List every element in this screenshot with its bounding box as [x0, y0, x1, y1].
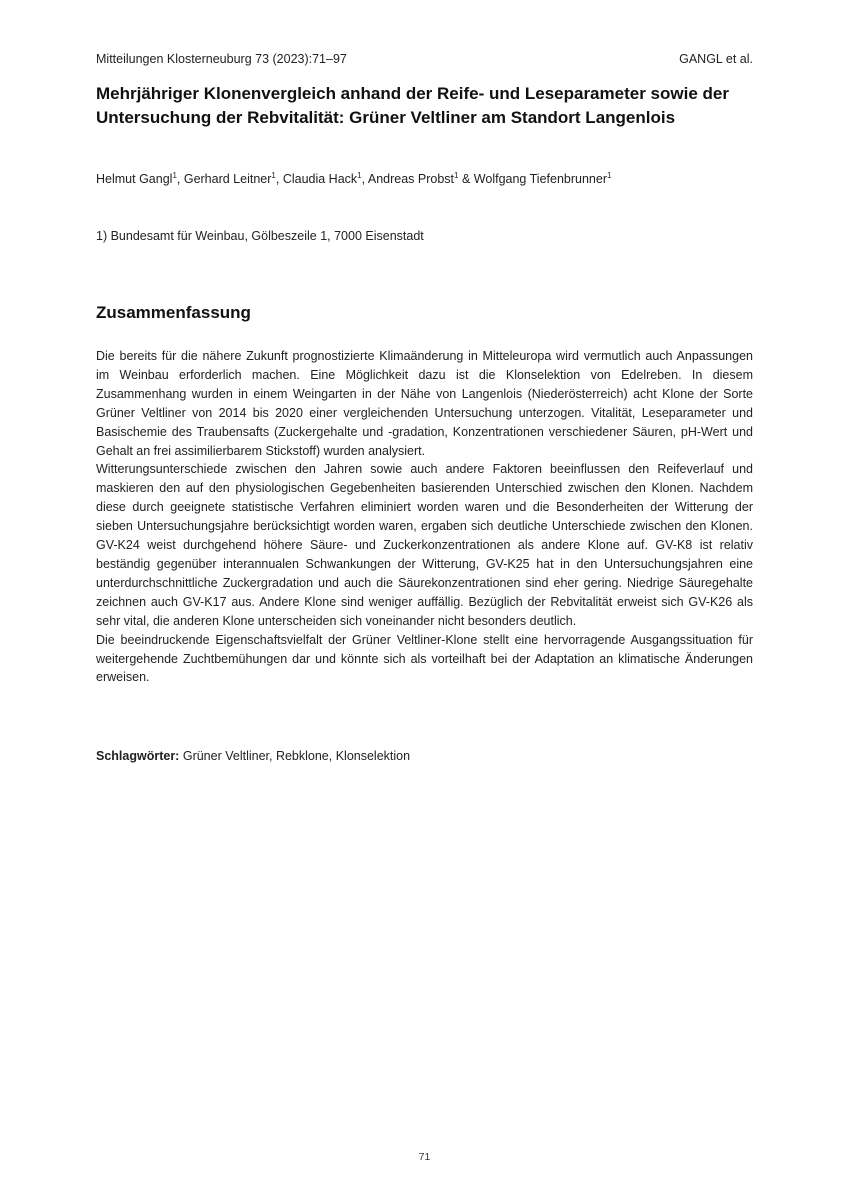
author-affiliation-mark: 1 [172, 170, 177, 180]
abstract-paragraph: Witterungsunterschiede zwischen den Jahren sowie auch andere Faktoren beeinflussen den Reifeverlauf und maskieren den auf den physiologischen Gegebenheiten basierenden Unterschied zwischen den Klonen. Nachdem diese durch geeignete statistische Verfahren eliminiert worden waren und die Besonderheiten der Witterung der sieben Untersuchungsjahre berücksichtigt worden waren, ergaben sich deutliche Unterschiede zwischen den Klonen. GV-K24 weist durchgehend höhere Säure- und Zuckerkonzentrationen als andere Klone auf. GV-K8 ist relativ beständig gegenüber interannualen Schwankungen der Witterung, GV-K25 hat in den Untersuchungsjahren eine unterdurchschnittliche Zuckergradation und auch die Säurekonzentrationen sind eher gering. Niedrige Säuregehalte zeichnen auch GV-K17 aus. Andere Klone sind weniger auffällig. Bezüglich der Rebvitalität erweist sich GV-K26 als sehr vital, die anderen Klone unterscheiden sich voneinander nicht besonders deutlich. [96, 462, 753, 628]
author [184, 172, 283, 186]
author [283, 172, 368, 186]
author-name: Claudia Hack [282, 172, 358, 186]
author-name: Helmut Gangl [96, 172, 173, 186]
page-number: 71 [418, 1151, 431, 1163]
abstract-heading: Zusammenfassung [96, 303, 251, 322]
author [96, 172, 184, 186]
author [368, 172, 474, 186]
author-name: Gerhard Leitner [183, 172, 272, 186]
author-affiliation-mark: 1 [454, 170, 459, 180]
journal-citation: Mitteilungen Klosterneuburg 73 (2023):71–97 [96, 52, 347, 66]
keywords-list: Grüner Veltliner, Rebklone, Klonselektion [182, 749, 411, 763]
keywords [96, 749, 753, 763]
running-authors: GANGL et al. [679, 52, 753, 66]
author-separator: , [361, 172, 368, 186]
author-separator: & [458, 172, 474, 186]
author [474, 172, 612, 186]
abstract-body [96, 347, 753, 687]
author-list [96, 172, 756, 186]
affiliation: 1) Bundesamt für Weinbau, Gölbeszeile 1, 7000 Eisenstadt [96, 229, 424, 243]
author-affiliation-mark: 1 [607, 170, 612, 180]
author-separator: , [275, 172, 283, 186]
author-separator: , [176, 172, 184, 186]
author-affiliation-mark: 1 [271, 170, 276, 180]
running-head [96, 52, 753, 66]
abstract-paragraph: Die beeindruckende Eigenschaftsvielfalt der Grüner Veltliner-Klone stellt eine hervorragende Ausgangssituation für weitergehende Zuchtbemühungen dar und könnte sich als vorteilhaft bei der Adaptation an klimatische Änderungen erweisen. [96, 632, 753, 685]
abstract-paragraph: Die bereits für die nähere Zukunft prognostizierte Klimaänderung in Mitteleuropa wird vermutlich auch Anpassungen im Weinbau erforderlich machen. Eine Möglichkeit dazu ist die Klonselektion von Edelreben. In diesem Zusammenhang wurden in einem Weingarten in der Nähe von Langenlois (Niederösterreich) acht Klone der Sorte Grüner Veltliner von 2014 bis 2020 einer vergleichenden Untersuchung unterzogen. Vitalität, Leseparameter und Basischemie des Traubensafts (Zuckergehalte und -gradation, Konzentrationen verschiedener Säuren, pH-Wert und Gehalt an frei assimilierbarem Stickstoff) wurden analysiert. [96, 349, 753, 458]
article-title: Mehrjähriger Klonenvergleich anhand der Reife- und Leseparameter sowie der Untersuchung der Rebvitalität: Grüner Veltliner am Standort Langenlois [96, 84, 729, 127]
author-name: Andreas Probst [367, 172, 455, 186]
keywords-label: Schlagwörter: [96, 749, 180, 763]
author-name: Wolfgang Tiefenbrunner [473, 172, 607, 186]
author-affiliation-mark: 1 [357, 170, 362, 180]
